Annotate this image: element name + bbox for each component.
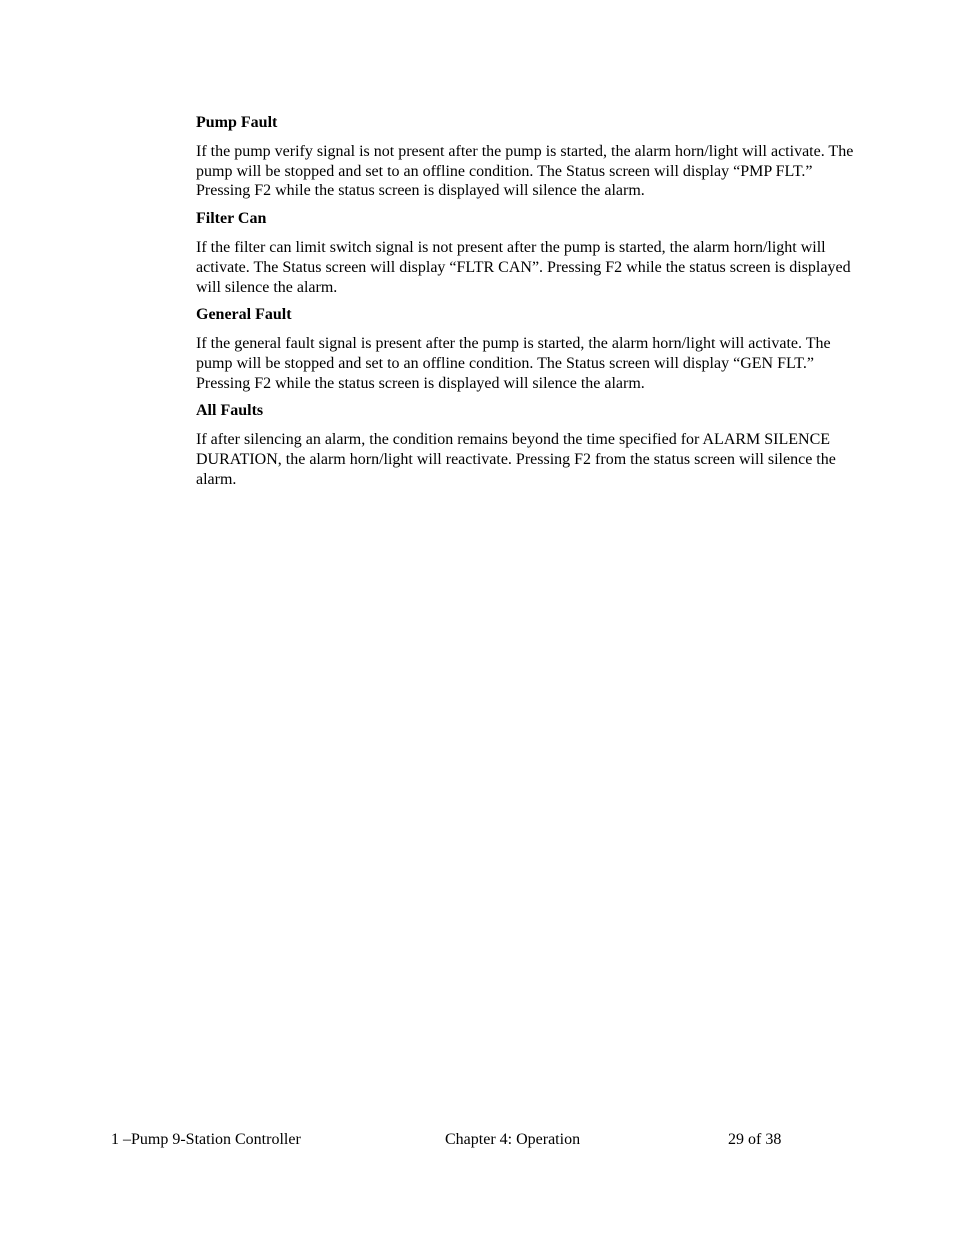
- footer-page-number: 29 of 38: [728, 1131, 782, 1148]
- section-heading: General Fault: [196, 306, 292, 324]
- section-heading: Filter Can: [196, 210, 267, 228]
- section-body: If the general fault signal is present after the pump is started, the alarm horn/light will activate. The pump will be stopped and set to an offline condition. The Status screen will display “GEN FLT.” Pressing F2 while the status screen is displayed will silence the alarm.: [196, 335, 831, 392]
- section-body: If the pump verify signal is not present after the pump is started, the alarm horn/light will activate. The pump will be stopped and set to an offline condition. The Status screen will display “PMP FLT.” Pressing F2 while the status screen is displayed will silence the alarm.: [196, 143, 854, 200]
- section-body: If the filter can limit switch signal is not present after the pump is started, the alarm horn/light will activate. The Status screen will display “FLTR CAN”. Pressing F2 while the status screen is displayed will silence the alarm.: [196, 239, 851, 296]
- section-general-fault: [196, 305, 856, 393]
- footer-chapter-title: Chapter 4: Operation: [445, 1131, 581, 1148]
- section-all-faults: [196, 401, 856, 489]
- document-content: [196, 113, 856, 497]
- section-pump-fault: [196, 113, 856, 201]
- section-heading: Pump Fault: [196, 114, 278, 131]
- section-heading: All Faults: [196, 402, 264, 420]
- section-body: If after silencing an alarm, the condition remains beyond the time specified for ALARM SILENCE DURATION, the alarm horn/light will reactivate. Pressing F2 from the status screen will silence the alarm.: [196, 431, 836, 488]
- footer-document-title: 1 –Pump 9-Station Controller: [111, 1131, 301, 1148]
- page-footer: [0, 1130, 954, 1152]
- section-filter-can: [196, 209, 856, 297]
